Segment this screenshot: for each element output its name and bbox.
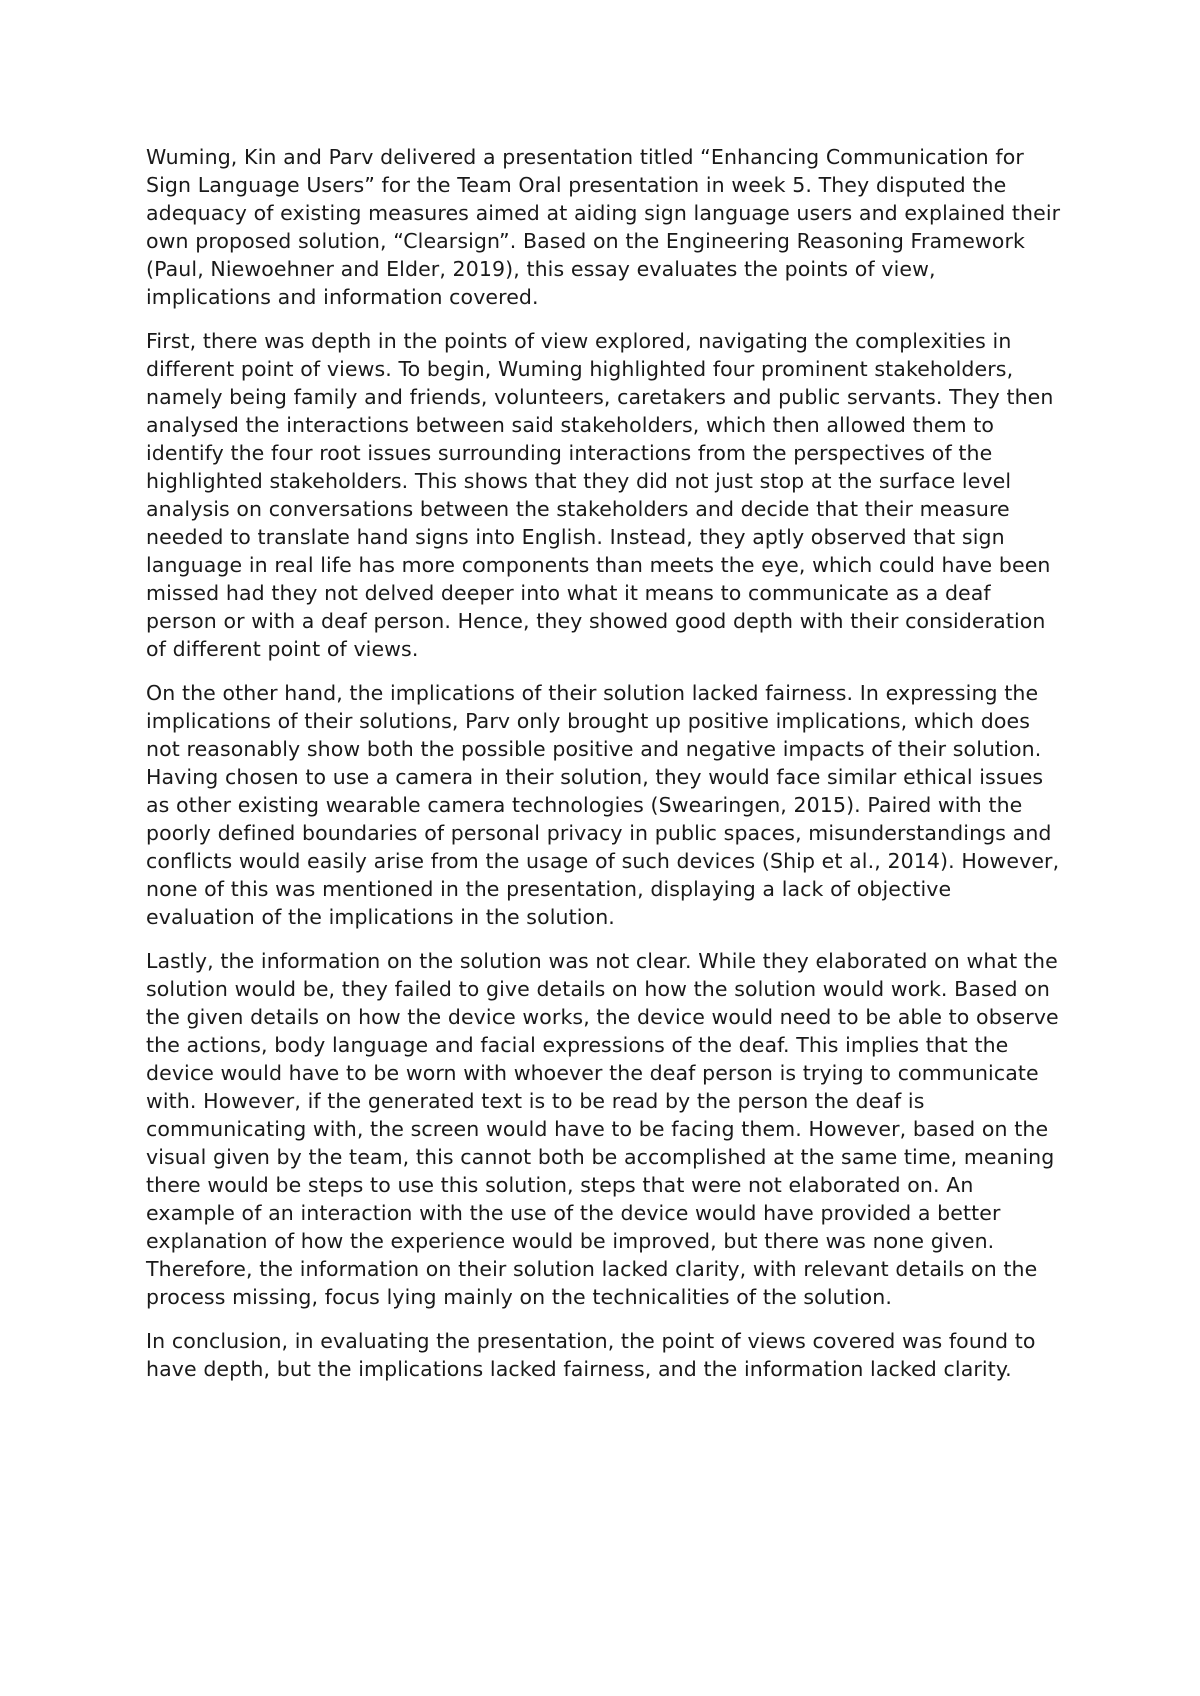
paragraph-implications: On the other hand, the implications of their solution lacked fairness. In expressing the implications of their solutions, Parv only brought up positive implications, which does not reasonably show both the possible positive and negative impacts of their solution. Having chosen to use a camera in their solution, they would face similar ethical issues as other existing wearable camera technologies (Swearingen, 2015). Paired with the poorly defined boundaries of personal privacy in public spaces, misunderstandings and conflicts would easily arise from the usage of such devices (Ship et al., 2014). However, none of this was mentioned in the presentation, displaying a lack of objective evaluation of the implications in the solution.	[146, 681, 1060, 929]
paragraph-conclusion: In conclusion, in evaluating the presentation, the point of views covered was found to have depth, but the implications lacked fairness, and the information lacked clarity.	[146, 1329, 1036, 1381]
paragraph-information: Lastly, the information on the solution was not clear. While they elaborated on what the solution would be, they failed to give details on how the solution would work. Based on the given details on how the device works, the device would need to be able to observe the actions, body language and facial expressions of the deaf. This implies that the device would have to be worn with whoever the deaf person is trying to communicate with. However, if the generated text is to be read by the person the deaf is communicating with, the screen would have to be facing them. However, based on the visual given by the team, this cannot both be accomplished at the same time, meaning there would be steps to use this solution, steps that were not elaborated on. An example of an interaction with the use of the device would have provided a better explanation of how the experience would be improved, but there was none given. Therefore, the information on their solution lacked clarity, with relevant details on the process missing, focus lying mainly on the technicalities of the solution.	[146, 949, 1059, 1309]
paragraph-points-of-view: First, there was depth in the points of view explored, navigating the complexities in different point of views. To begin, Wuming highlighted four prominent stakeholders, namely being family and friends, volunteers, caretakers and public servants. They then analysed the interactions between said stakeholders, which then allowed them to identify the four root issues surrounding interactions from the perspectives of the highlighted stakeholders. This shows that they did not just stop at the surface level analysis on conversations between the stakeholders and decide that their measure needed to translate hand signs into English. Instead, they aptly observed that sign language in real life has more components than meets the eye, which could have been missed had they not delved deeper into what it means to communicate as a deaf person or with a deaf person. Hence, they showed good depth with their consideration of different point of views.	[146, 329, 1054, 661]
paragraph-introduction: Wuming, Kin and Parv delivered a presentation titled “Enhancing Communication for Sign Language Users” for the Team Oral presentation in week 5. They disputed the adequacy of existing measures aimed at aiding sign language users and explained their own proposed solution, “Clearsign”. Based on the Engineering Reasoning Framework (Paul, Niewoehner and Elder, 2019), this essay evaluates the points of view, implications and information covered.	[146, 145, 1061, 309]
essay-body	[146, 143, 1066, 1399]
